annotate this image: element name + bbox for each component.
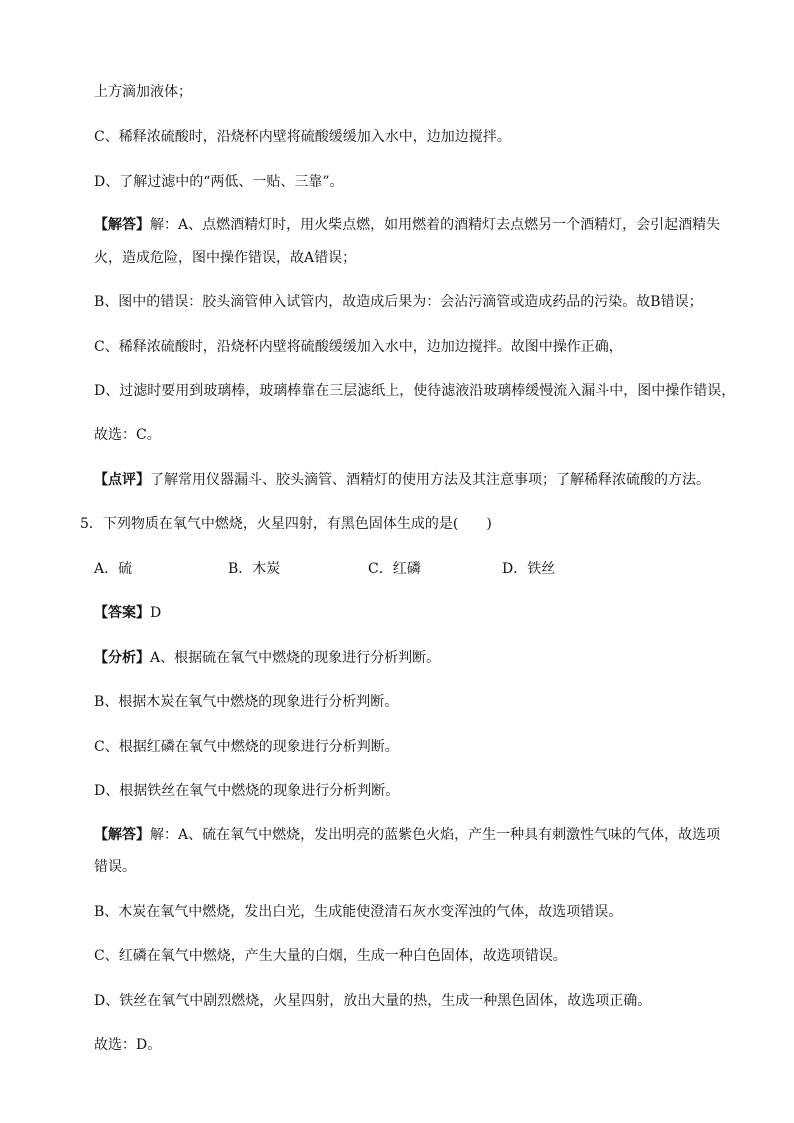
line-text: D、根据铁丝在氧气中燃烧的现象进行分析判断。	[94, 783, 400, 799]
text-line-2	[94, 127, 734, 147]
solution2-line-6	[94, 1035, 734, 1055]
solution-line-6	[94, 425, 734, 445]
question-text: 5．下列物质在氧气中燃烧，火星四射，有黑色固体生成的是( )	[80, 516, 492, 532]
solution2-line-2	[94, 857, 734, 877]
line-text: 解：A、点燃酒精灯时，用火柴点燃，如用燃着的酒精灯去点燃另一个酒精灯，会引起酒精失	[150, 217, 721, 233]
line-text: 上方滴加液体；	[94, 84, 192, 100]
solution-line-4	[94, 337, 734, 357]
solution2-line-3	[94, 902, 734, 922]
line-text: D、了解过滤中的“两低、一贴、三靠”。	[94, 174, 344, 190]
option-d: D．铁丝	[502, 561, 556, 577]
solution2-line-4	[94, 946, 734, 966]
analysis-line-2	[94, 692, 734, 712]
answer-value: D	[150, 605, 162, 621]
line-text: 故选：D。	[94, 1037, 162, 1053]
line-text: C、根据红磷在氧气中燃烧的现象进行分析判断。	[94, 739, 399, 755]
line-text: C、稀释浓硫酸时，沿烧杯内壁将硫酸缓缓加入水中，边加边搅拌。故图中操作正确，	[94, 339, 623, 355]
option-b: B．木炭	[228, 561, 281, 577]
line-text: A、根据硫在氧气中燃烧的现象进行分析判断。	[150, 650, 441, 666]
solution-line-2	[94, 248, 734, 268]
line-text: C、稀释浓硫酸时，沿烧杯内壁将硫酸缓缓加入水中，边加边搅拌。	[94, 129, 511, 145]
line-text: 故选：C。	[94, 427, 161, 443]
solution-line-3	[94, 292, 734, 312]
solution-line-5	[94, 381, 734, 401]
answer-line	[94, 603, 734, 623]
option-a: A．硫	[94, 561, 133, 577]
comment-tag: 【点评】	[94, 472, 150, 488]
analysis-tag: 【分析】	[94, 650, 150, 666]
comment-line	[94, 470, 734, 490]
line-text: 了解常用仪器漏斗、胶头滴管、酒精灯的使用方法及其注意事项；了解稀释浓硫酸的方法。	[150, 472, 710, 488]
line-text: B、木炭在氧气中燃烧，发出白光，生成能使澄清石灰水变浑浊的气体，故选项错误。	[94, 904, 623, 920]
text-line-1	[94, 82, 734, 102]
solution2-line-1	[94, 825, 734, 845]
analysis-line-1	[94, 648, 734, 668]
solution-tag: 【解答】	[94, 217, 150, 233]
solution2-line-5	[94, 991, 734, 1011]
text-line-3	[94, 172, 734, 192]
line-text: D、过滤时要用到玻璃棒，玻璃棒靠在三层滤纸上，使待滤液沿玻璃棒缓慢流入漏斗中，图中操作错误，	[94, 383, 736, 399]
line-text: D、铁丝在氧气中剧烈燃烧，火星四射，放出大量的热，生成一种黑色固体，故选项正确。	[94, 993, 652, 1009]
line-text: 火，造成危险，图中操作错误，故A错误；	[94, 250, 357, 266]
analysis-line-3	[94, 737, 734, 757]
question-options	[94, 559, 734, 579]
line-text: 解：A、硫在氧气中燃烧，发出明亮的蓝紫色火焰，产生一种具有刺激性气味的气体，故选项	[150, 827, 721, 843]
answer-tag: 【答案】	[94, 605, 150, 621]
analysis-line-4	[94, 781, 734, 801]
question-stem	[80, 514, 734, 534]
line-text: C、红磷在氧气中燃烧，产生大量的白烟，生成一种白色固体，故选项错误。	[94, 948, 567, 964]
solution-line-1	[94, 215, 734, 235]
line-text: B、根据木炭在氧气中燃烧的现象进行分析判断。	[94, 694, 399, 710]
option-c: C．红磷	[368, 561, 421, 577]
solution-tag: 【解答】	[94, 827, 150, 843]
line-text: 错误。	[94, 859, 136, 875]
line-text: B、图中的错误：胶头滴管伸入试管内，故造成后果为：会沾污滴管或造成药品的污染。故B错误；	[94, 294, 703, 310]
